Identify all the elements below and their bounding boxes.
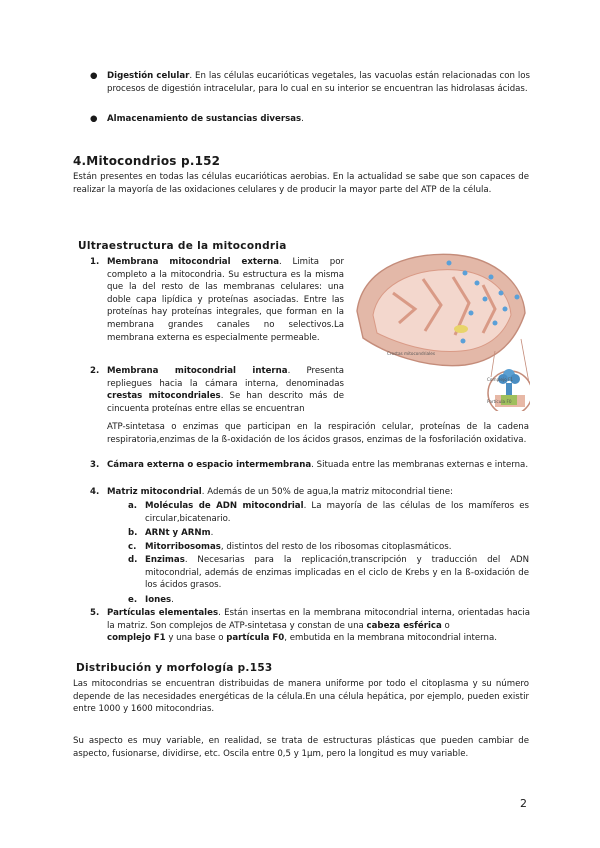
list-item: [90, 459, 530, 472]
sub-list-letter: a.: [128, 501, 138, 511]
list-text: . Situada entre las membranas externas e interna.: [311, 460, 529, 470]
list-number: 1.: [90, 257, 100, 267]
bullet-item: [90, 70, 530, 95]
list-term: cabeza esférica: [366, 620, 442, 631]
bullet-term: Almacenamiento de sustancias diversas: [107, 114, 302, 124]
sub-list-letter: b.: [128, 528, 138, 538]
list-text-continuation: ATP-sintetasa o enzimas que participan en la respiración celular, proteínas de la cadena respiratoria,enzimas de la ß-oxidación de los ácidos grasos, enzimas de la fosforilación oxidativa.: [107, 422, 529, 445]
subsection-title: Distribución y morfología p.153: [76, 662, 273, 674]
list-term: Membrana mitocondrial interna: [107, 366, 288, 376]
list-item: [90, 365, 344, 415]
list-item: [90, 607, 530, 645]
bullet-text: . En las células eucarióticas vegetales, las vacuolas están relacionadas con los procesos de digestión intracelular, para lo cual en su interior se encuentran las hidrolasas ácidas.: [107, 71, 530, 94]
figure-label-right1: Complejo F1: [487, 377, 514, 382]
sub-list-term: Enzimas: [145, 555, 185, 565]
sub-list-letter: c.: [128, 542, 137, 552]
sub-list-text: , distintos del resto de los ribosomas citoplasmáticos.: [220, 542, 452, 552]
list-number: 3.: [90, 460, 100, 470]
figure-label-right2: Partícula F0: [487, 399, 512, 404]
section-intro: Están presentes en todas las células eucarióticas aerobias. En la actualidad se sabe que son capaces de realizar la mayoría de las oxidaciones celulares y de producir la mayor parte del ATP de la célula.: [73, 172, 529, 195]
sub-list-term: Iones: [145, 595, 172, 605]
list-term: Membrana mitocondrial externa: [107, 257, 279, 267]
dna-spot: [454, 325, 468, 333]
list-item: [90, 256, 344, 344]
bullet-dot: ●: [90, 71, 98, 81]
sub-list-item: [128, 554, 529, 592]
paragraph: Su aspecto es muy variable, en realidad, se trata de estructuras plásticas que pueden cambiar de aspecto, fusionarse, dividirse, etc. Oscila entre 0,5 y 1μm, pero la longitud es muy variable.: [73, 736, 529, 759]
bullet-dot: ●: [90, 114, 98, 124]
sub-list-item: [128, 527, 529, 540]
sub-list-item: [128, 541, 529, 554]
list-term: partícula F0: [226, 633, 285, 644]
sub-list-text: . La mayoría de las células de los mamíferos es circular,bicatenario.: [145, 501, 530, 524]
sub-list-item: [128, 500, 529, 525]
list-number: 5.: [90, 608, 100, 618]
bullet-item: [90, 113, 530, 126]
list-text: o: [444, 620, 450, 631]
bullet-term: Digestión celular: [107, 71, 190, 81]
list-text: y una base o: [168, 633, 224, 644]
section-title: 4.Mitocondrios p.152: [73, 154, 221, 168]
sub-list-text: . Necesarias para la replicación,transcripción y traducción del ADN mitocondrial, además de enzimas implicadas en el ciclo de Krebs y en la ß-oxidación de los ácidos grasos.: [145, 555, 529, 591]
list-text: , embutida en la membrana mitocondrial interna.: [284, 633, 497, 644]
list-term: Partículas elementales: [107, 608, 219, 618]
sub-list-term: ARNt y ARNm: [145, 528, 211, 538]
bullet-text: .: [301, 114, 304, 124]
mitochondria-figure: [345, 243, 530, 411]
list-number: 4.: [90, 487, 100, 497]
list-text: . Además de un 50% de agua,la matriz mitocondrial tiene:: [201, 487, 453, 497]
sub-list-text: .: [171, 595, 174, 605]
list-number: 2.: [90, 366, 100, 376]
sub-list-term: Mitorribosomas: [145, 542, 221, 552]
paragraph: Las mitocondrias se encuentran distribuidas de manera uniforme por todo el citoplasma y su número depende de las necesidades energéticas de la célula.En una célula hepática, por ejemplo, pueden existir entre 1000 y 1600 mitocondrias.: [73, 679, 529, 715]
list-term: Matriz mitocondrial: [107, 487, 202, 497]
list-text: . Están insertas en la membrana mitocondrial interna, orientadas hacia la matriz. Son complejos de ATP-sintetasa y constan de una: [107, 608, 530, 631]
list-term: Cámara externa o espacio intermembrana: [107, 460, 312, 470]
list-text: . Limita por completo a la mitocondria. Su estructura es la misma que la del resto de las membranas celulares: una doble capa lipídica y proteínas asociadas. Entre las proteínas hay proteínas integrales, que forman en la membrana grandes canales no selectivos.La membrana externa es especialmente permeable.: [107, 257, 345, 343]
list-item: [90, 486, 530, 499]
sub-list-letter: e.: [128, 595, 138, 605]
figure-label-left: Crestas mitocondriales: [387, 351, 436, 356]
sub-list-text: .: [210, 528, 214, 538]
sub-list-letter: d.: [128, 555, 138, 565]
list-text: . Presenta repliegues hacia la cámara interna, denominadas: [107, 366, 344, 389]
subsection-title: Ultraestructura de la mitocondria: [78, 240, 287, 252]
sub-list-item: [128, 594, 529, 607]
list-text: . Se han descrito más de cincuenta proteínas entre ellas se encuentran: [107, 391, 344, 414]
list-term: complejo F1: [107, 633, 166, 644]
page-number: 2: [520, 797, 527, 810]
sub-list-term: Moléculas de ADN mitocondrial: [145, 501, 304, 511]
mitochondria-illustration: [345, 243, 530, 411]
list-term: crestas mitocondriales: [107, 391, 221, 402]
